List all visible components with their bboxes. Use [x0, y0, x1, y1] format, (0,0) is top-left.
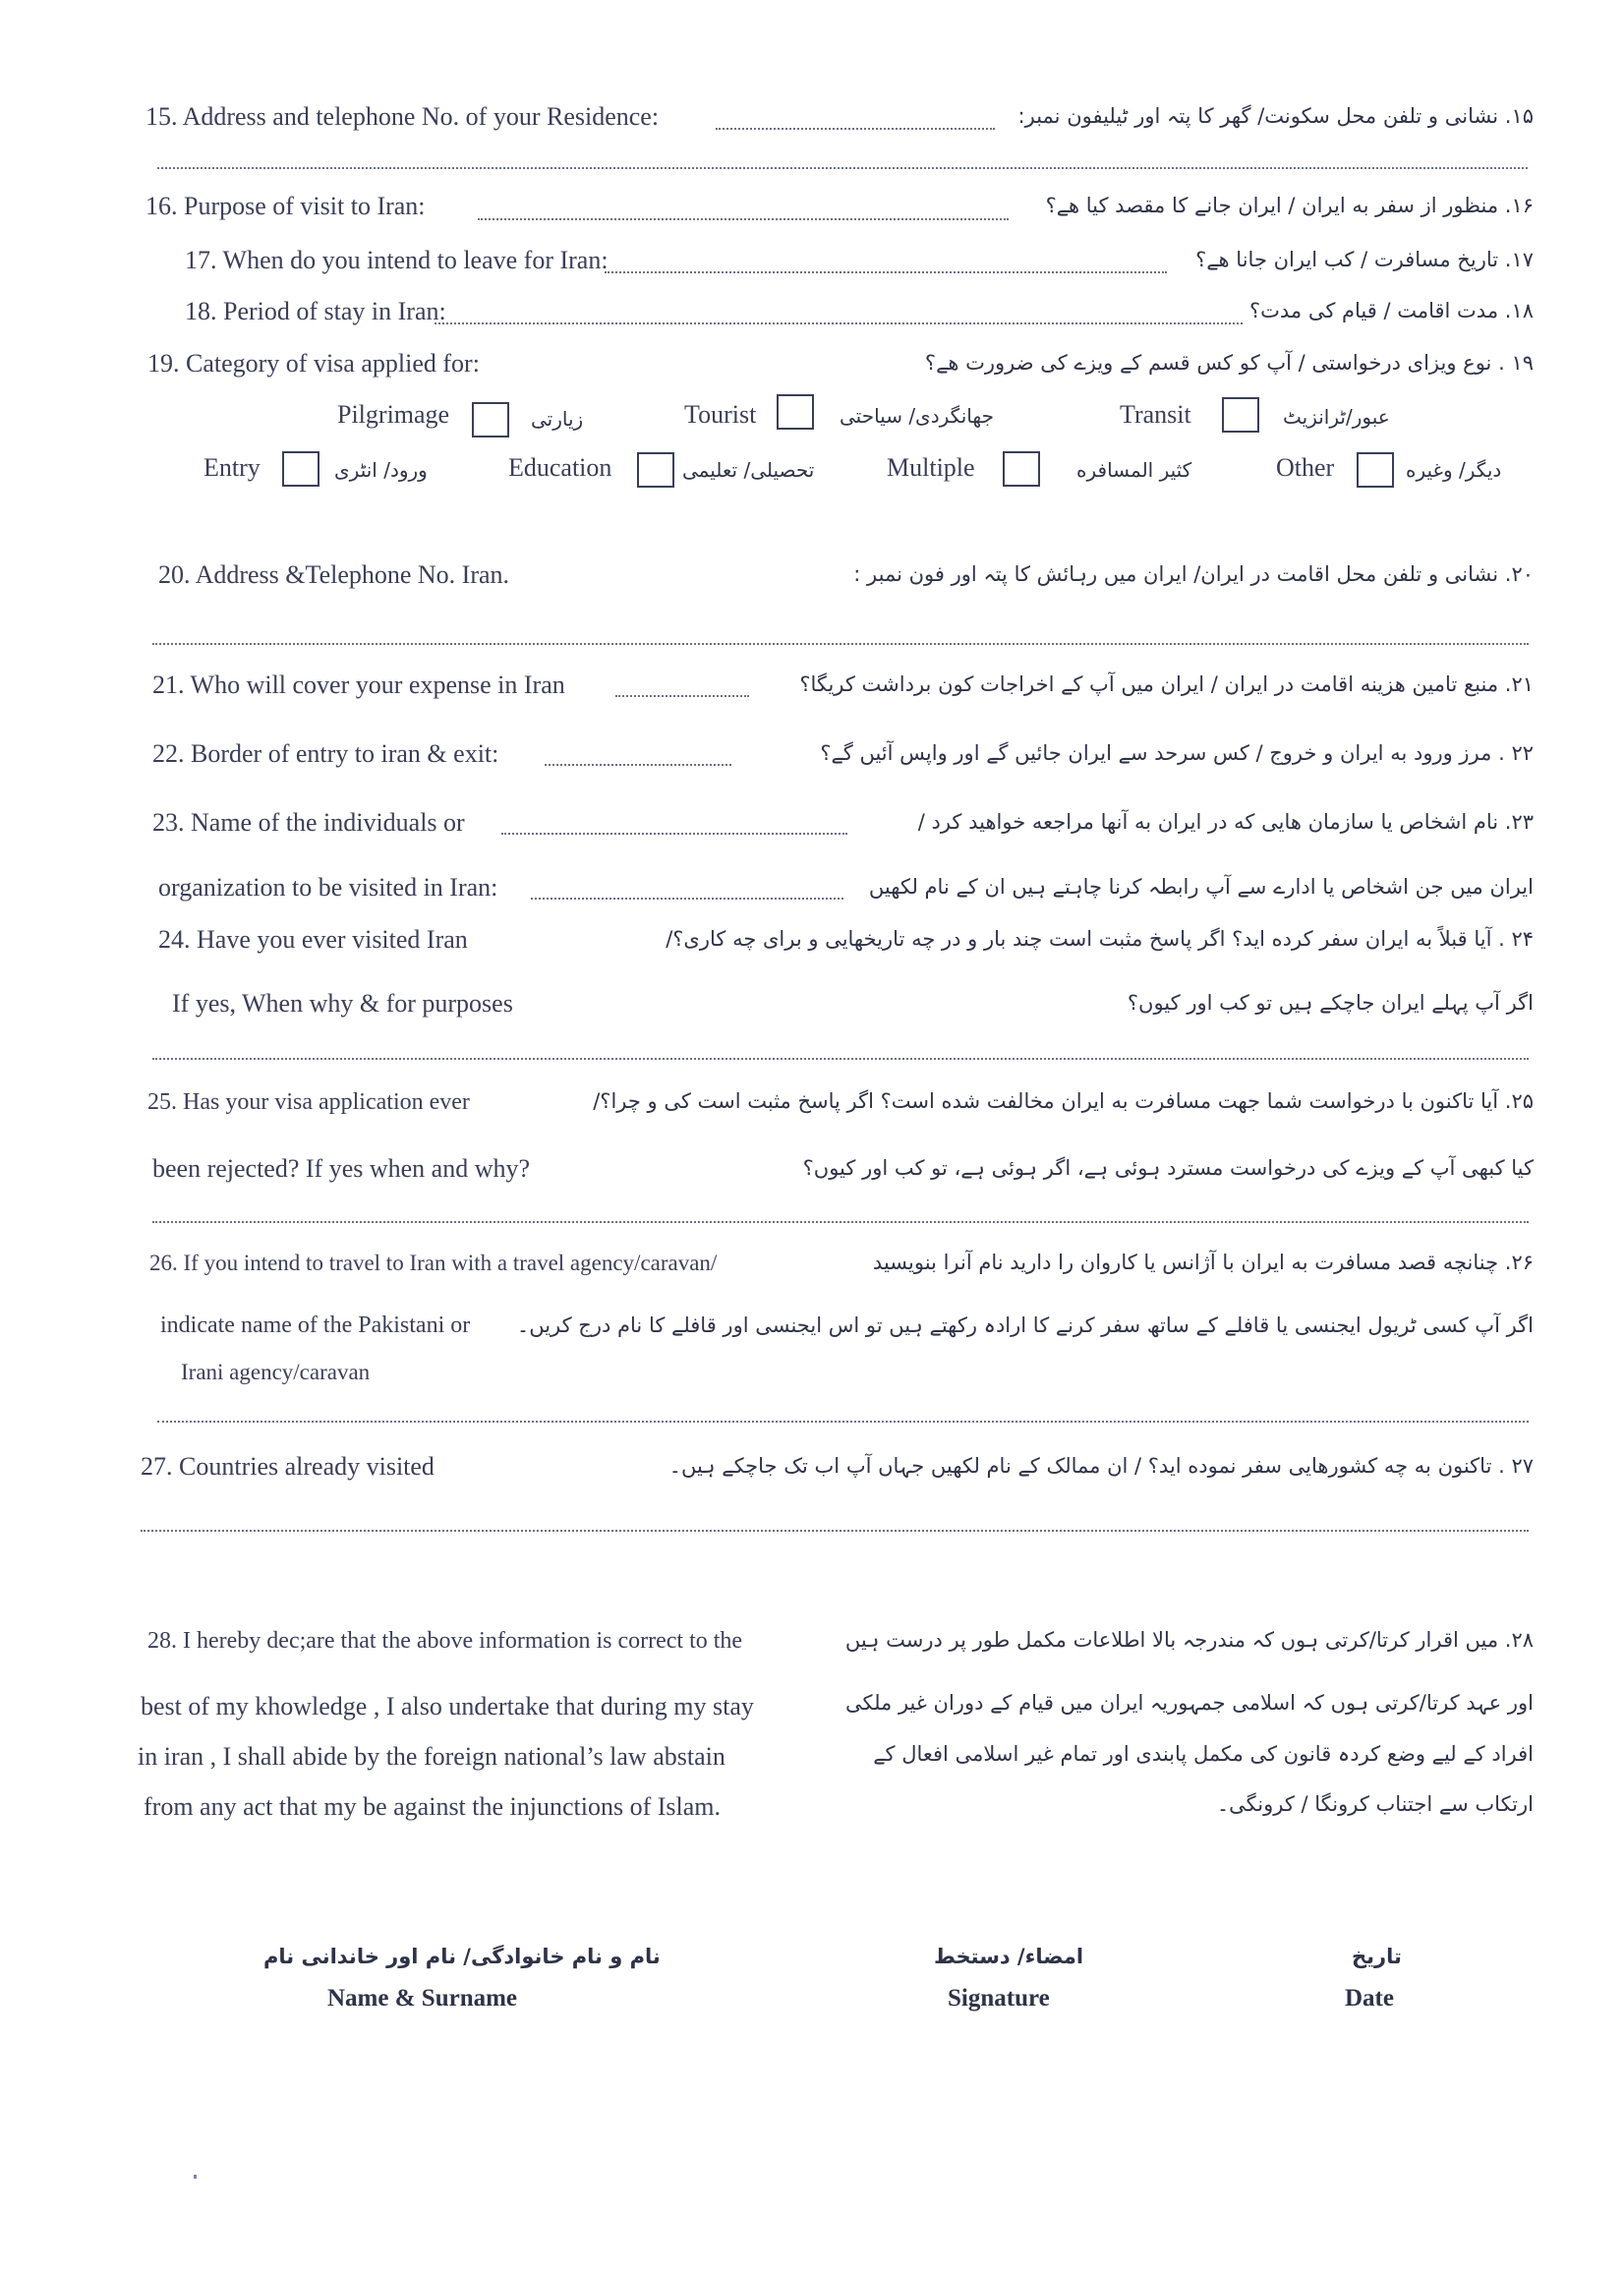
q23-label-ur: ۲۳. نام اشخاص یا سازمان هایی که در ایران به آنها مراجعه خواهید کرد /: [917, 810, 1534, 834]
visa-option-pilgrimage-label: Pilgrimage: [337, 400, 450, 429]
declaration-en-line-3: in iran , I shall abide by the foreign national’s law abstain: [138, 1742, 725, 1771]
q23-label-ur-line2: ایران میں جن اشخاص یا ادارے سے آپ رابطہ کرنا چاہتے ہیں ان کے نام لکھیں: [868, 875, 1534, 899]
q19-label-en: 19. Category of visa applied for:: [147, 349, 480, 378]
visa-option-tourist-label-ur: جهانگردی/ سیاحتی: [840, 404, 994, 428]
q16-label-ur: ۱۶. منظور از سفر به ایران / ایران جانے کا مقصد کیا هے؟: [1045, 194, 1534, 217]
q23-label-en-line2: organization to be visited in Iran:: [158, 873, 498, 902]
declaration-en-line-4: from any act that my be against the injunctions of Islam.: [144, 1792, 722, 1821]
q20-label-ur: ۲۰. نشانی و تلفن محل اقامت در ایران/ ایران میں رہائش کا پتہ اور فون نمبر :: [853, 562, 1534, 586]
q23-label-en: 23. Name of the individuals or: [152, 808, 465, 837]
q15-answer-line[interactable]: [157, 167, 1528, 169]
q25-answer-line[interactable]: [152, 1221, 1529, 1223]
q17-label-en: 17. When do you intend to leave for Iran:: [185, 246, 609, 274]
visa-option-other-label-ur: دیگر/ وغیره: [1406, 458, 1502, 482]
q18-label-en: 18. Period of stay in Iran:: [185, 297, 446, 325]
q15-answer-field[interactable]: [716, 128, 995, 130]
q22-label-en: 22. Border of entry to iran & exit:: [152, 739, 499, 768]
visa-option-transit-checkbox[interactable]: [1222, 397, 1259, 433]
q18-label-ur: ۱۸. مدت اقامت / قیام کی مدت؟: [1248, 299, 1534, 322]
visa-option-entry-checkbox[interactable]: [282, 451, 319, 487]
q21-answer-field[interactable]: [615, 695, 749, 697]
visa-option-education-checkbox[interactable]: [637, 452, 674, 488]
q17-label-ur: ۱۷. تاریخ مسافرت / کب ایران جانا هے؟: [1195, 248, 1534, 271]
q22-label-ur: ۲۲ . مرز ورود به ایران و خروج / کس سرحد سے ایران جائیں گے اور واپس آئیں گے؟: [820, 741, 1534, 765]
q26-label-ur: ۲۶. چنانچه قصد مسافرت به ایران با آژانس یا کاروان را دارید نام آنرا بنویسید: [872, 1251, 1534, 1274]
declaration-en-line-1: 28. I hereby dec;are that the above information is correct to the: [147, 1628, 743, 1654]
q26-answer-line[interactable]: [157, 1421, 1529, 1423]
visa-option-transit-label: Transit: [1120, 400, 1191, 429]
q25-label-ur-line2: کیا کبھی آپ کے ویزے کی درخواست مسترد ہوئی ہے، اگر ہوئی ہے، تو کب اور کیوں؟: [802, 1156, 1534, 1180]
q24-label-en-line2: If yes, When why & for purposes: [172, 989, 513, 1018]
q25-label-en: 25. Has your visa application ever: [147, 1089, 470, 1115]
q21-label-en: 21. Who will cover your expense in Iran: [152, 671, 565, 699]
name-surname-label-ur: نام و نام خانوادگی/ نام اور خاندانی نام: [263, 1945, 661, 1968]
q24-label-en: 24. Have you ever visited Iran: [158, 925, 468, 954]
declaration-ur-line-2: اور عہد کرتا/کرتی ہوں کہ اسلامی جمہوریہ ایران میں قیام کے دوران غیر ملکی: [844, 1691, 1534, 1715]
visa-option-tourist-checkbox[interactable]: [777, 394, 814, 430]
visa-option-pilgrimage-label-ur: زیارتی: [531, 407, 584, 431]
q15-label-ur: ۱۵. نشانی و تلفن محل سکونت/ گھر کا پتہ اور ٹیلیفون نمبر:: [1017, 104, 1534, 128]
q25-label-en-line2: been rejected? If yes when and why?: [152, 1154, 531, 1183]
declaration-en-line-2: best of my khowledge , I also undertake that during my stay: [141, 1692, 754, 1721]
visa-option-transit-label-ur: عبور/ٹرانزیٹ: [1283, 405, 1390, 429]
q23-answer-field-2[interactable]: [531, 898, 843, 900]
visa-option-multiple-checkbox[interactable]: [1003, 451, 1040, 487]
visa-option-entry-label-ur: ورود/ انٹری: [334, 458, 428, 482]
scan-speck: [194, 2175, 197, 2179]
visa-option-other-label: Other: [1276, 453, 1335, 482]
signature-label: Signature: [948, 1985, 1050, 2012]
q26-label-en-line3: Irani agency/caravan: [181, 1360, 371, 1384]
q23-answer-field[interactable]: [501, 833, 847, 835]
q21-label-ur: ۲۱. منبع تامین هزینه اقامت در ایران / ایران میں آپ کے اخراجات کون برداشت کریگا؟: [799, 672, 1534, 696]
q27-label-ur: ۲۷ . تاکنون به چه کشورهایی سفر نموده اید؟ / ان ممالک کے نام لکھیں جہاں آپ اب تک جاچکے ہیں۔: [668, 1454, 1534, 1478]
q26-label-en-line2: indicate name of the Pakistani or: [160, 1312, 471, 1338]
signature-label-ur: امضاء/ دستخط: [934, 1945, 1084, 1968]
date-label: Date: [1345, 1985, 1394, 2012]
visa-option-multiple-label-ur: کثیر المسافره: [1076, 458, 1192, 482]
q18-answer-field[interactable]: [435, 322, 1243, 324]
q16-label-en: 16. Purpose of visit to Iran:: [145, 192, 426, 220]
declaration-ur-line-3: افراد کے لیے وضع کردہ قانون کی مکمل پابندی اور تمام غیر اسلامی افعال کے: [873, 1742, 1534, 1766]
visa-option-pilgrimage-checkbox[interactable]: [472, 402, 509, 438]
q20-label-en: 20. Address &Telephone No. Iran.: [158, 560, 510, 589]
q16-answer-field[interactable]: [478, 218, 1009, 220]
q24-answer-line[interactable]: [152, 1058, 1529, 1060]
visa-option-multiple-label: Multiple: [887, 453, 975, 482]
q27-answer-line[interactable]: [141, 1530, 1529, 1532]
q15-label-en: 15. Address and telephone No. of your Residence:: [145, 102, 660, 131]
q27-label-en: 27. Countries already visited: [141, 1452, 435, 1481]
visa-option-entry-label: Entry: [203, 453, 261, 482]
declaration-ur-line-4: ارتکاب سے اجتناب کرونگا / کرونگی۔: [1216, 1792, 1534, 1816]
q24-label-ur: ۲۴ . آیا قبلاً به ایران سفر کرده اید؟ اگر پاسخ مثبت است چند بار و در چه تاریخهایی و برای چه کاری؟/: [666, 927, 1534, 951]
q20-answer-line[interactable]: [152, 643, 1529, 645]
q22-answer-field[interactable]: [545, 764, 731, 766]
q19-label-ur: ۱۹ . نوع ویزای درخواستی / آپ کو کس قسم کے ویزے کی ضرورت هے؟: [924, 351, 1534, 375]
visa-option-education-label-ur: تحصیلی/ تعلیمی: [682, 458, 815, 482]
visa-option-education-label: Education: [508, 453, 612, 482]
q17-answer-field[interactable]: [605, 271, 1167, 273]
name-surname-label: Name & Surname: [327, 1985, 518, 2012]
q24-label-ur-line2: اگر آپ پہلے ایران جاچکے ہیں تو کب اور کیوں؟: [1127, 991, 1534, 1015]
visa-option-tourist-label: Tourist: [684, 400, 757, 429]
q26-label-en: 26. If you intend to travel to Iran with a travel agency/caravan/: [149, 1251, 718, 1275]
date-label-ur: تاریخ: [1352, 1945, 1402, 1968]
q25-label-ur: ۲۵. آیا تاکنون با درخواست شما جهت مسافرت به ایران مخالفت شده است؟ اگر پاسخ مثبت است کی و چرا؟/: [593, 1089, 1534, 1113]
declaration-ur-line-1: ۲۸. میں اقرار کرتا/کرتی ہوں کہ مندرجہ بالا اطلاعات مکمل طور پر درست ہیں: [844, 1628, 1534, 1652]
q26-label-ur-line2: اگر آپ کسی ٹریول ایجنسی یا قافلے کے ساتھ سفر کرنے کا ارادہ رکھتے ہیں تو اس ایجنسی اور قافلے کا نام درج کریں۔: [516, 1313, 1534, 1337]
visa-option-other-checkbox[interactable]: [1357, 452, 1394, 488]
